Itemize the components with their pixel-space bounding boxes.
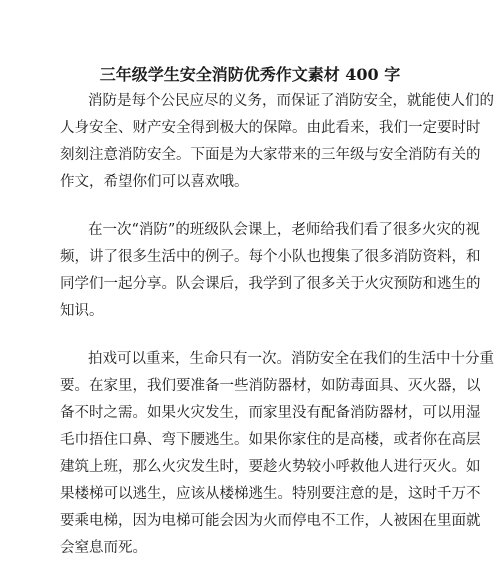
paragraph-3-line-4: 毛巾捂住口鼻、弯下腰逃生。如果你家住的是高楼，或者你在高层 <box>60 432 481 448</box>
paragraph-3-line-1: 拍戏可以重来，生命只有一次。消防安全在我们的生活中十分重 <box>88 351 494 367</box>
paragraph-3-line-3: 备不时之需。如果火灾发生，而家里没有配备消防器材，可以用湿 <box>60 405 481 421</box>
paragraph-2-line-1: 在一次“消防”的班级队会课上，老师给我们看了很多火灾的视 <box>88 222 480 238</box>
paragraph-1-line-1: 消防是每个公民应尽的义务，而保证了消防安全，就能使人们的 <box>88 93 494 109</box>
paragraph-2-line-3: 同学们一起分享。队会课后，我学到了很多关于火灾预防和逃生的 <box>60 276 481 292</box>
paragraph-3-line-7: 要乘电梯，因为电梯可能会因为火而停电不工作，人被困在里面就 <box>60 513 481 529</box>
paragraph-3-line-8: 会窒息而死。 <box>60 540 147 556</box>
paragraph-2-line-4: 知识。 <box>60 303 104 319</box>
paragraph-3-line-2: 要。在家里，我们要准备一些消防器材，如防毒面具、灭火器，以 <box>60 378 481 394</box>
paragraph-1-line-4: 作文，希望你们可以喜欢哦。 <box>60 174 249 190</box>
paragraph-3-line-6: 果楼梯可以逃生，应该从楼梯逃生。特别要注意的是，这时千万不 <box>60 486 481 502</box>
paragraph-2-line-2: 频，讲了很多生活中的例子。每个小队也搜集了很多消防资料，和 <box>60 249 481 265</box>
paragraph-1-line-2: 人身安全、财产安全得到极大的保障。由此看来，我们一定要时时 <box>60 120 481 136</box>
paragraph-1-line-3: 刻刻注意消防安全。下面是为大家带来的三年级与安全消防有关的 <box>60 147 481 163</box>
paragraph-3-line-5: 建筑上班，那么火灾发生时，要趁火势较小呼救他人进行灭火。如 <box>60 459 481 475</box>
document-title: 三年级学生安全消防优秀作文素材 400 字 <box>99 65 401 84</box>
